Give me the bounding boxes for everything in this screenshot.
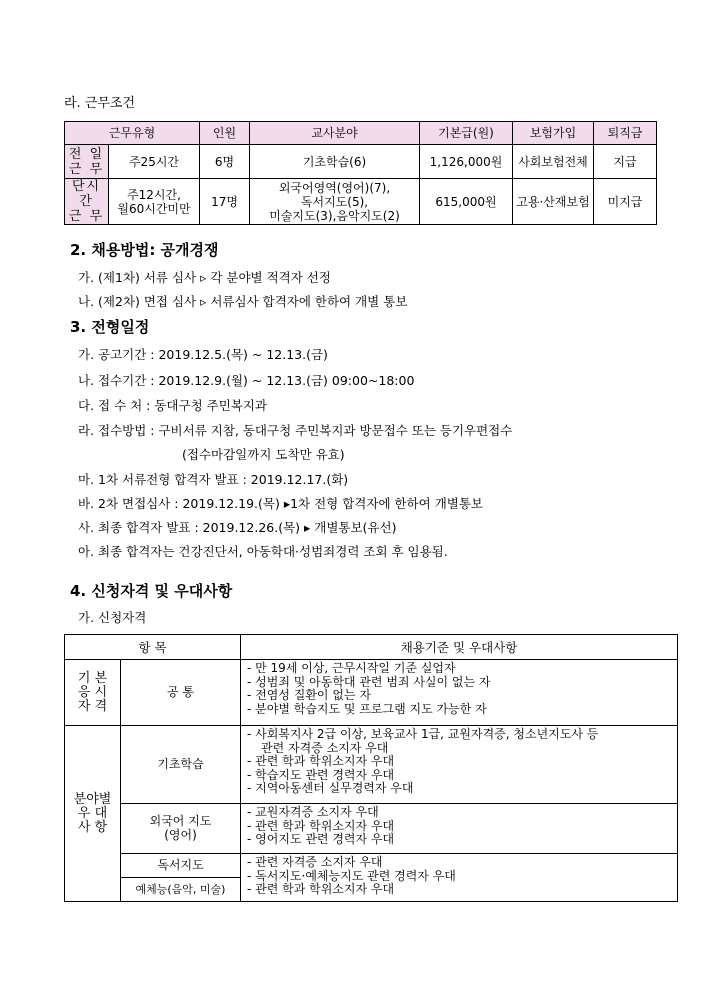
row-category: 단시간 근 무 <box>65 179 109 225</box>
row-salary: 615,000원 <box>420 179 513 225</box>
schedule-line: 다. 접 수 처 : 동대구청 주민복지과 <box>78 398 268 413</box>
pref-items: - 사회복지사 2급 이상, 보육교사 1급, 교원자격증, 청소년지도사 등 관련 자격증 소지자 우대 - 관련 학과 학위소지자 우대 - 학습지도 관련 경력자 우대 - 지역아동센터 실무경력자 우대 <box>241 726 678 804</box>
basic-sub: 공 통 <box>121 660 241 726</box>
section-4-title: 4. 신청자격 및 우대사항 <box>70 582 233 600</box>
pref-sub: 기초학습 <box>121 726 241 804</box>
header-cell: 근무유형 <box>65 122 200 145</box>
row-field: 외국어영역(영어)(7), 독서지도(5), 미술지도(3),음악지도(2) <box>250 179 420 225</box>
section-2-line: 가. (제1차) 서류 심사 ▹ 각 분야별 적격자 선정 <box>78 270 331 285</box>
schedule-line: 마. 1차 서류전형 합격자 발표 : 2019.12.17.(화) <box>78 472 349 487</box>
header-cell: 기본급(원) <box>420 122 513 145</box>
work-conditions-table <box>64 121 657 225</box>
table-header-row <box>65 635 678 660</box>
header-cell: 퇴직금 <box>594 122 657 145</box>
schedule-line: 바. 2차 면접심사 : 2019.12.19.(목) ▸1차 전형 합격자에 한하여 개별통보 <box>78 496 483 511</box>
row-insurance: 고용·산재보험 <box>513 179 594 225</box>
table-row <box>65 854 678 878</box>
header-cell: 인원 <box>200 122 250 145</box>
pref-label: 분야별 우 대 사 항 <box>65 726 121 902</box>
table-row <box>65 145 657 179</box>
pref-sub: 예체능(음악, 미술) <box>121 878 241 902</box>
section-4-subtitle: 가. 신청자격 <box>78 610 147 625</box>
row-severance: 지급 <box>594 145 657 179</box>
row-count: 6명 <box>200 145 250 179</box>
basic-label: 기 본 응 시 자 격 <box>65 660 121 726</box>
table-row <box>65 660 678 726</box>
schedule-line: 가. 공고기간 : 2019.12.5.(목) ~ 12.13.(금) <box>78 347 328 362</box>
row-hours: 주25시간 <box>109 145 200 179</box>
table-row <box>65 726 678 804</box>
section-3-title: 3. 전형일정 <box>70 318 150 336</box>
row-salary: 1,126,000원 <box>420 145 513 179</box>
row-severance: 미지급 <box>594 179 657 225</box>
section-d-title: 라. 근무조건 <box>64 96 136 111</box>
table-header-row <box>65 122 657 145</box>
schedule-line: 나. 접수기간 : 2019.12.9.(월) ~ 12.13.(금) 09:00~18:00 <box>78 373 415 388</box>
header-cell: 채용기준 및 우대사항 <box>241 635 678 660</box>
basic-items: - 만 19세 이상, 근무시작일 기준 실업자 - 성범죄 및 아동학대 관련 범죄 사실이 없는 자 - 전염성 질환이 없는 자 - 분야별 학습지도 및 프로그램 지도 가능한 자 <box>241 660 678 726</box>
qualification-table <box>64 634 678 902</box>
table-row <box>65 804 678 854</box>
section-2-line: 나. (제2차) 면접 심사 ▹ 서류심사 합격자에 한하여 개별 통보 <box>78 294 408 309</box>
pref-items: - 교원자격증 소지자 우대 - 관련 학과 학위소지자 우대 - 영어지도 관련 경력자 우대 <box>241 804 678 854</box>
header-cell: 항 목 <box>65 635 241 660</box>
schedule-line: 사. 최종 합격자 발표 : 2019.12.26.(목) ▸ 개별통보(유선) <box>78 520 397 535</box>
pref-items: - 관련 자격증 소지자 우대 - 독서지도·예체능지도 관련 경력자 우대 - 관련 학과 학위소지자 우대 <box>241 854 678 902</box>
header-cell: 보험가입 <box>513 122 594 145</box>
schedule-line: 라. 접수방법 : 구비서류 지참, 동대구청 주민복지과 방문접수 또는 등기우편접수 <box>78 423 513 438</box>
row-insurance: 사회보험전체 <box>513 145 594 179</box>
row-hours: 주12시간, 월60시간미만 <box>109 179 200 225</box>
row-category: 전 일 근 무 <box>65 145 109 179</box>
schedule-note: (접수마감일까지 도착만 유효) <box>182 447 345 462</box>
header-cell: 교사분야 <box>250 122 420 145</box>
schedule-line: 아. 최종 합격자는 건강진단서, 아동학대·성범죄경력 조회 후 임용됨. <box>78 544 448 559</box>
pref-sub: 독서지도 <box>121 854 241 878</box>
row-field: 기초학습(6) <box>250 145 420 179</box>
row-count: 17명 <box>200 179 250 225</box>
pref-sub: 외국어 지도 (영어) <box>121 804 241 854</box>
section-2-title: 2. 채용방법: 공개경쟁 <box>70 241 219 259</box>
table-row <box>65 179 657 225</box>
